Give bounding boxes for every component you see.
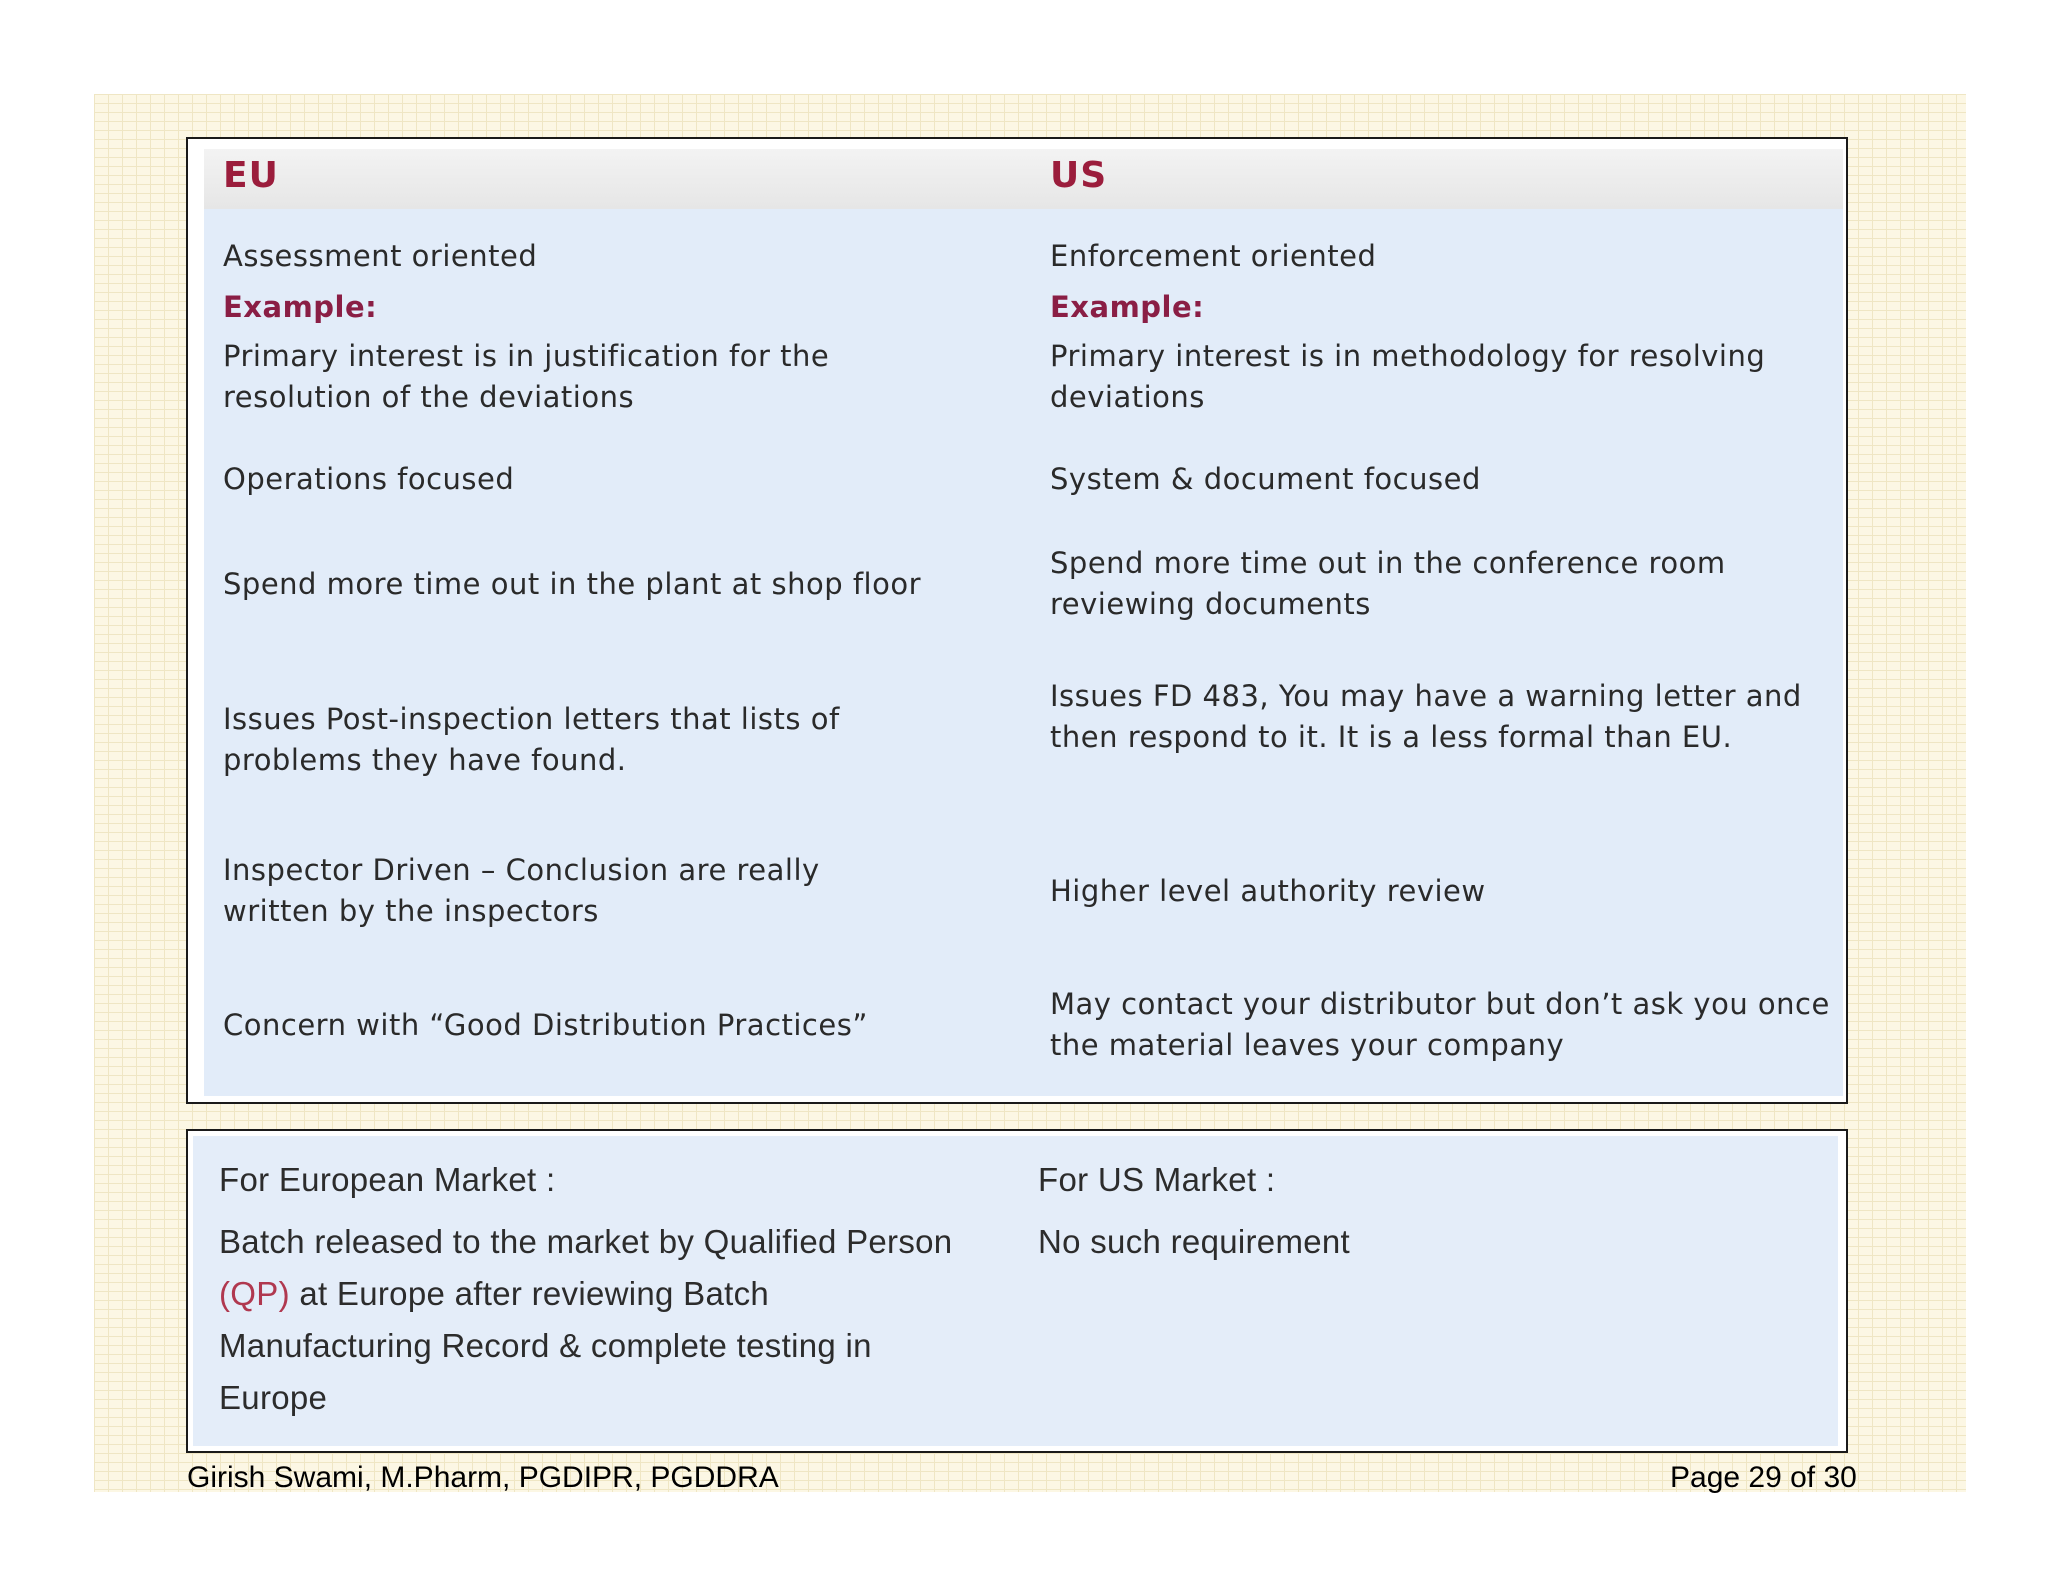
us-market-title: For US Market : xyxy=(1038,1161,1276,1198)
eu-time-spent: Spend more time out in the plant at shop floor xyxy=(223,567,922,601)
comparison-header-row xyxy=(204,149,1843,209)
us-time-spent: Spend more time out in the conference room reviewing documents xyxy=(1050,546,1726,621)
eu-focus: Operations focused xyxy=(223,462,515,496)
eu-market-title: For European Market : xyxy=(219,1161,556,1198)
us-orientation: Enforcement oriented xyxy=(1050,239,1377,273)
eu-primary-interest: Primary interest is in justification for the resolution of the deviations xyxy=(223,339,830,414)
us-focus: System & document focused xyxy=(1050,462,1481,496)
us-example-label: Example: xyxy=(1050,290,1205,324)
qp-abbreviation: (QP) xyxy=(219,1275,290,1312)
eu-market-text-1: Batch released to the market by Qualified Person xyxy=(219,1223,953,1260)
us-issues: Issues FD 483, You may have a warning letter and then respond to it. It is a less formal than EU. xyxy=(1050,679,1802,754)
eu-market-requirement xyxy=(219,1216,979,1424)
eu-column-header: EU xyxy=(223,155,279,196)
us-column-header: US xyxy=(1050,155,1108,196)
us-primary-interest: Primary interest is in methodology for resolving deviations xyxy=(1050,339,1766,414)
footer-page-number: Page 29 of 30 xyxy=(1670,1461,1857,1494)
eu-distribution: Concern with “Good Distribution Practices” xyxy=(223,1008,868,1042)
eu-market-text-2: at Europe after reviewing Batch Manufacturing Record & complete testing in Europe xyxy=(219,1275,872,1416)
us-distribution: May contact your distributor but don’t ask you once the material leaves your company xyxy=(1050,987,1830,1062)
us-market-requirement: No such requirement xyxy=(1038,1223,1351,1260)
eu-example-label: Example: xyxy=(223,290,378,324)
eu-orientation: Assessment oriented xyxy=(223,239,538,273)
eu-issues: Issues Post-inspection letters that lists of problems they have found. xyxy=(223,702,840,777)
footer-author: Girish Swami, M.Pharm, PGDIPR, PGDDRA xyxy=(187,1461,779,1494)
us-driver: Higher level authority review xyxy=(1050,874,1486,908)
eu-driver: Inspector Driven – Conclusion are really written by the inspectors xyxy=(223,853,820,928)
